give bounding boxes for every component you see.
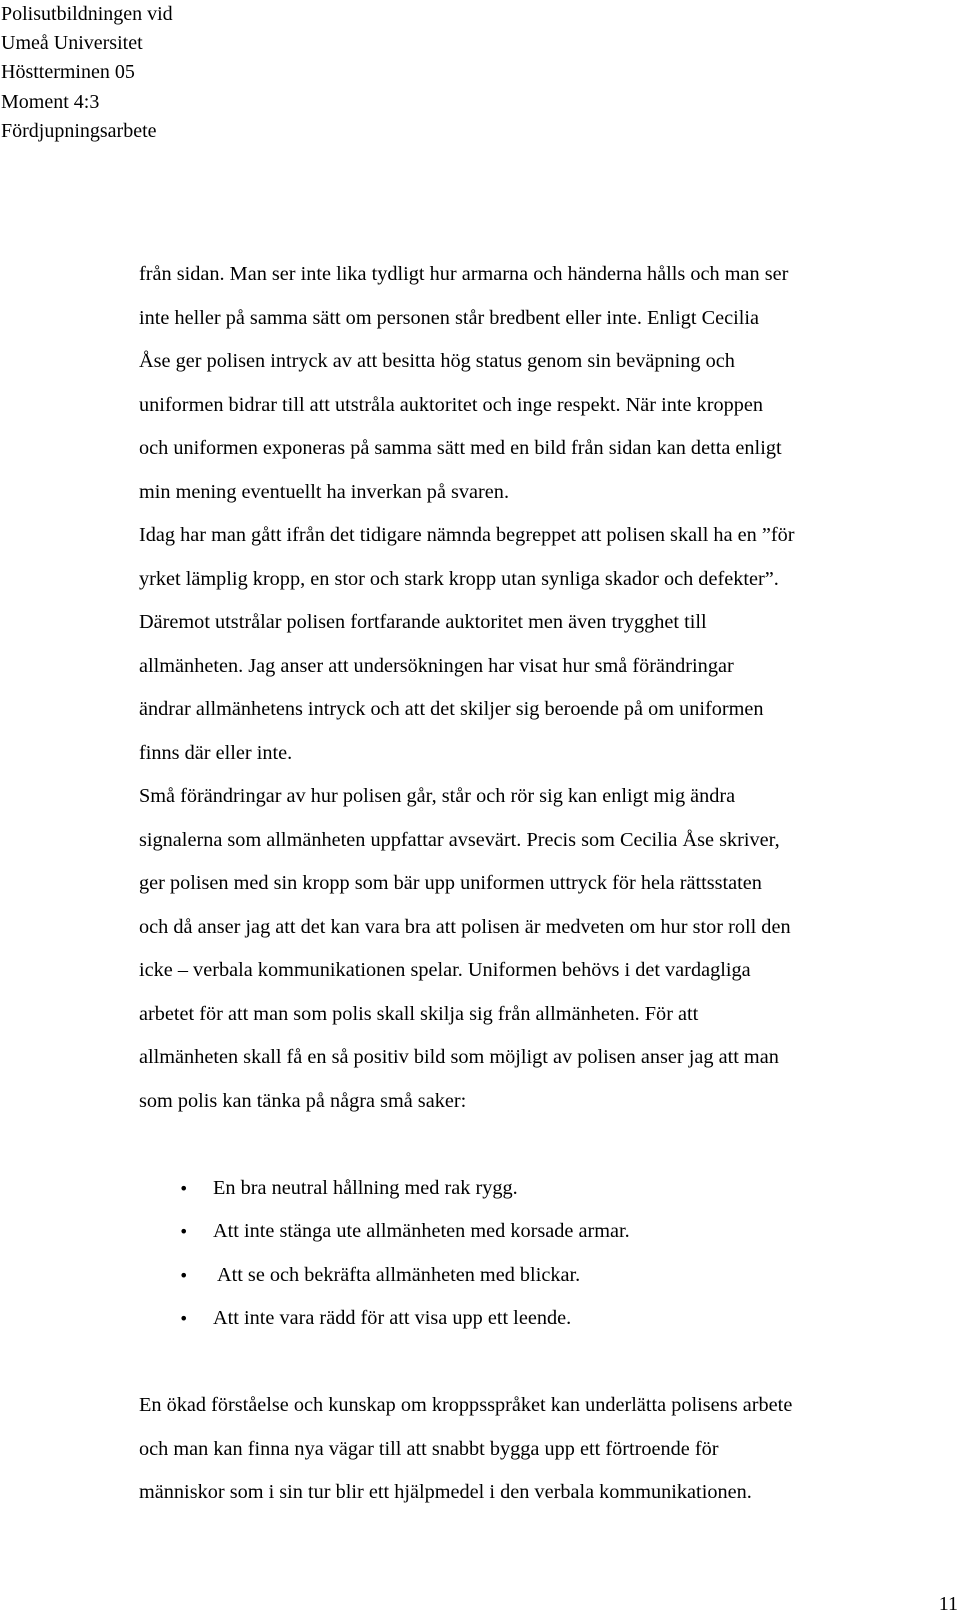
body-line: som polis kan tänka på några små saker: [139, 1089, 467, 1112]
body-line: från sidan. Man ser inte lika tydligt hur armarna och händerna hålls och man ser [139, 263, 789, 285]
paragraph-spacer [139, 1123, 949, 1167]
body-line: och då anser jag att det kan vara bra att polisen är medveten om hur stor roll den [139, 915, 791, 938]
bullet-item [139, 1254, 949, 1298]
bullet-text: Att inte vara rädd för att visa upp ett leende. [213, 1307, 572, 1329]
bullet-item [139, 1167, 949, 1211]
header-line: Höstterminen 05 [1, 61, 135, 84]
document-header [1, 0, 173, 146]
body-line: Däremot utstrålar polisen fortfarande auktoritet men även trygghet till [139, 611, 707, 633]
bullet-icon: • [179, 1309, 189, 1328]
bullet-item [139, 1210, 949, 1254]
bullet-icon: • [179, 1178, 189, 1198]
body-line: yrket lämplig kropp, en stor och stark kropp utan synliga skador och defekter”. [139, 567, 779, 590]
paragraph-spacer [139, 1341, 949, 1385]
body-line: icke – verbala kommunikationen spelar. Uniformen behövs i det vardagliga [139, 959, 751, 981]
bullet-icon: • [179, 1265, 189, 1285]
bullet-item [139, 1297, 949, 1341]
body-line: uniformen bidrar till att utstråla auktoritet och inge respekt. När inte kroppen [139, 393, 764, 416]
body-line: min mening eventuellt ha inverkan på svaren. [139, 480, 510, 503]
header-line: Polisutbildningen vid [1, 3, 173, 25]
body-line: allmänheten skall få en så positiv bild som möjligt av polisen anser jag att man [139, 1046, 779, 1068]
body-line: arbetet för att man som polis skall skilja sig från allmänheten. För att [139, 1002, 699, 1025]
body-line: ger polisen med sin kropp som bär upp uniformen uttryck för hela rättsstaten [139, 872, 762, 894]
closing-line: och man kan finna nya vägar till att snabbt bygga upp ett förtroende för [139, 1437, 719, 1460]
body-line: och uniformen exponeras på samma sätt med en bild från sidan kan detta enligt [139, 437, 782, 459]
bullet-text: Att inte stänga ute allmänheten med korsade armar. [213, 1220, 630, 1242]
body-line: ändrar allmänhetens intryck och att det skiljer sig beroende på om uniformen [139, 698, 764, 720]
closing-line: människor som i sin tur blir ett hjälpmedel i den verbala kommunikationen. [139, 1481, 752, 1503]
header-line: Umeå Universitet [1, 32, 143, 55]
bullet-icon: • [179, 1222, 189, 1241]
bullet-text: En bra neutral hållning med rak rygg. [213, 1176, 518, 1199]
body-line: Åse ger polisen intryck av att besitta hög status genom sin beväpning och [139, 350, 735, 372]
bullet-list [139, 1167, 949, 1341]
body-line: Idag har man gått ifrån det tidigare nämnda begreppet att polisen skall ha en ”för [139, 524, 795, 546]
body-line: inte heller på samma sätt om personen står bredbent eller inte. Enligt Cecilia [139, 306, 760, 329]
bullet-text: Att se och bekräfta allmänheten med blickar. [213, 1263, 581, 1286]
header-line: Moment 4:3 [1, 90, 100, 113]
document-body [139, 253, 949, 1515]
body-line: finns där eller inte. [139, 741, 293, 764]
page-number: 11 [938, 1593, 958, 1615]
body-line: signalerna som allmänheten uppfattar avsevärt. Precis som Cecilia Åse skriver, [139, 828, 780, 851]
closing-line: En ökad förståelse och kunskap om kroppsspråket kan underlätta polisens arbete [139, 1394, 793, 1416]
header-line: Fördjupningsarbete [1, 119, 157, 142]
body-line: allmänheten. Jag anser att undersökningen har visat hur små förändringar [139, 654, 734, 677]
body-line: Små förändringar av hur polisen går, står och rör sig kan enligt mig ändra [139, 785, 736, 807]
